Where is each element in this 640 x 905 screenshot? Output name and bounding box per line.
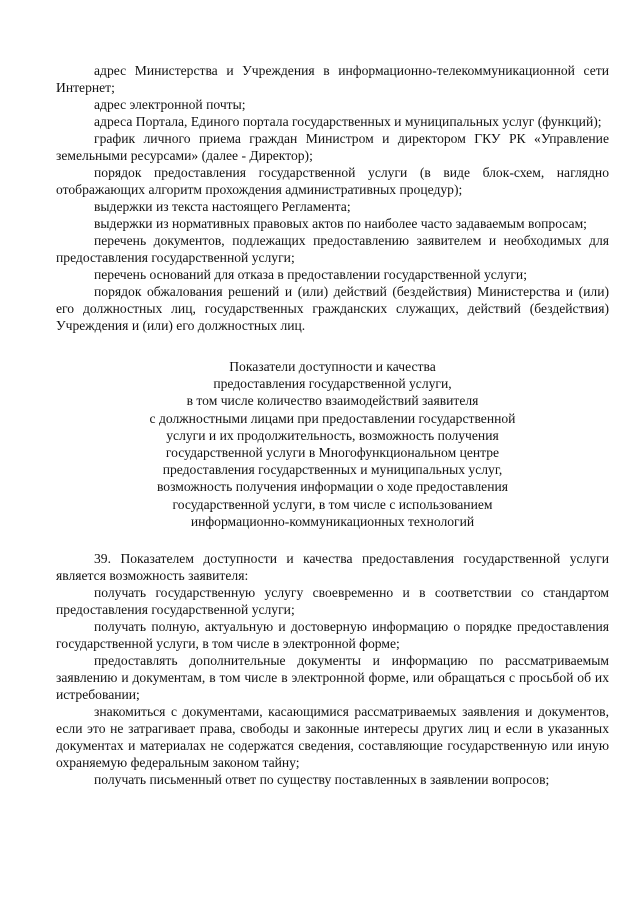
list-item: знакомиться с документами, касающимися рассматриваемых заявления и документов, если это не затрагивает права, свободы и законные интересы других лиц и если в указанных документах и материалах не содержатся сведения, составляющие государственную или иную охраняемую федеральным законом тайну; <box>56 704 609 771</box>
list-item: получать государственную услугу своевременно и в соответствии со стандартом предоставления государственной услуги; <box>56 585 609 618</box>
list-item: получать письменный ответ по существу поставленных в заявлении вопросов; <box>94 772 550 788</box>
heading-line: в том числе количество взаимодействий заявителя <box>186 393 479 409</box>
list-item: предоставлять дополнительные документы и информацию по рассматриваемым заявлению и документам, в том числе в электронной форме, или обращаться с просьбой об их истребовании; <box>56 653 609 703</box>
list-item: график личного приема граждан Министром и директором ГКУ РК «Управление земельными ресурсами» (далее - Директор); <box>56 131 609 163</box>
heading-line: услуги и их продолжительность, возможность получения <box>166 427 499 443</box>
heading-line: государственной услуги в Многофункциональном центре <box>165 445 500 461</box>
heading-line: с должностными лицами при предоставлении государственной <box>149 410 516 426</box>
heading-line: предоставления государственной услуги, <box>213 376 452 392</box>
list-item: адрес электронной почты; <box>94 97 246 112</box>
heading-line: Показатели доступности и качества <box>229 359 436 374</box>
list-item: выдержки из текста настоящего Регламента; <box>94 199 351 214</box>
paragraph-39: 39. Показателем доступности и качества предоставления государственной услуги является возможность заявителя: <box>56 551 609 584</box>
list-item: выдержки из нормативных правовых актов по наиболее часто задаваемым вопросам; <box>94 216 587 231</box>
list-item: перечень документов, подлежащих предоставлению заявителем и необходимых для предоставления государственной услуги; <box>56 233 609 265</box>
heading-line: государственной услуги, в том числе с использованием <box>172 496 493 512</box>
list-item: адреса Портала, Единого портала государственных и муниципальных услуг (функций); <box>94 114 602 129</box>
heading-line: предоставления государственных и муниципальных услуг, <box>162 462 503 478</box>
list-item: адрес Министерства и Учреждения в информационно-телекоммуникационной сети Интернет; <box>56 63 609 95</box>
list-item: порядок обжалования решений и (или) действий (бездействия) Министерства и (или) его должностных лиц, государственных гражданских служащих, действий (бездействия) Учреждения и (или) его должностных лиц. <box>56 284 609 333</box>
list-item: перечень оснований для отказа в предоставлении государственной услуги; <box>94 267 527 282</box>
heading-line: возможность получения информации о ходе предоставления <box>156 479 509 495</box>
section-heading <box>56 358 609 530</box>
list-item: получать полную, актуальную и достоверную информацию о порядке предоставления государственной услуги, в том числе в электронной форме; <box>56 619 609 652</box>
top-list <box>56 62 609 334</box>
heading-line: информационно-коммуникационных технологий <box>190 513 475 529</box>
bottom-list <box>56 584 609 788</box>
list-item: порядок предоставления государственной услуги (в виде блок-схем, наглядно отображающих алгоритм прохождения административных процедур); <box>56 165 609 197</box>
